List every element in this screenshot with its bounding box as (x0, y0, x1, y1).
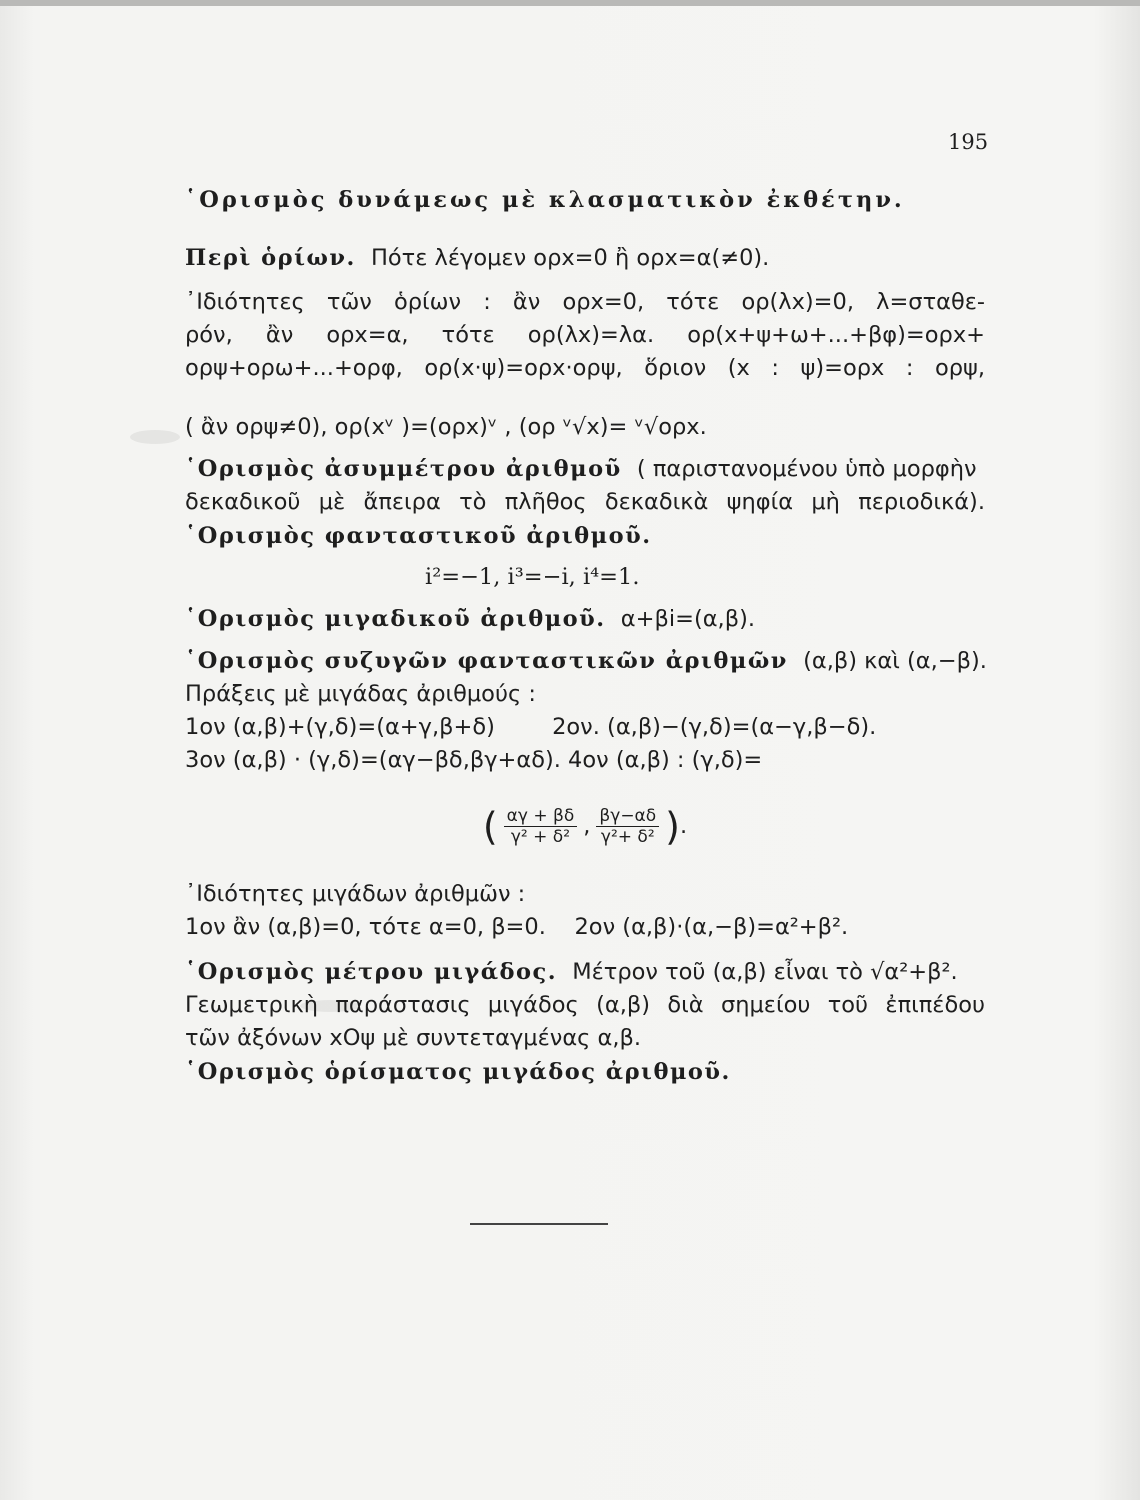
text-line-15: 3ον (α,β) · (γ,δ)=(αγ−βδ,βγ+αδ). 4ον (α,β) : (γ,δ)= (185, 747, 763, 773)
left-paren: ( (482, 804, 498, 849)
text-line-11 (185, 605, 985, 633)
text-line-13: Πράξεις μὲ μιγάδας ἀριθμούς : (185, 681, 536, 707)
text-line-4: ρόν, ἂν ορx=α, τότε ορ(λx)=λα. ορ(x+ψ+ω+...+βφ)=ορx+ (185, 322, 985, 348)
text-line-8: δεκαδικοῦ μὲ ἄπειρα τὸ πλῆθος δεκαδικὰ ψηφία μὴ περιοδικά). (185, 489, 985, 515)
fraction-numerator: βγ−αδ (596, 806, 659, 827)
body-text: ( παριστανομένου ὑπὸ μορφὴν (636, 456, 977, 482)
body-text: Πότε λέγομεν ορx=0 ἢ ορx=α(≠0). (371, 245, 770, 271)
text-line-9 (185, 522, 985, 550)
definition-heading: ῾Ορισμὸς συζυγῶν φανταστικῶν ἀριθμῶν (185, 648, 788, 674)
text-line-12 (185, 647, 985, 675)
body-text: (α,β) καὶ (α,−β). (803, 648, 987, 674)
page-top-edge (0, 0, 1140, 6)
text-line-17: ᾿Ιδιότητες μιγάδων ἀριθμῶν : (185, 881, 526, 907)
right-paren: ) (665, 804, 680, 849)
fraction-denominator: γ²+ δ² (600, 827, 655, 847)
imaginary-powers: i²=−1, i³=−i, i⁴=1. (425, 564, 640, 590)
definition-heading: ῾Ορισμὸς μέτρου μιγάδος. (185, 959, 558, 985)
fraction-numerator: αγ + βδ (504, 806, 578, 827)
text-line-14: 1ον (α,β)+(γ,δ)=(α+γ,β+δ) 2ον. (α,β)−(γ,δ)=(α−γ,β−δ). (185, 714, 877, 740)
definition-heading: ῾Ορισμὸς φανταστικοῦ ἀριθμοῦ. (185, 523, 652, 549)
text-line-5: ορψ+ορω+...+ορφ, ορ(x·ψ)=ορx·ορψ, ὅριον (x : ψ)=ορx : ορψ, (185, 355, 985, 381)
definition-heading: ῾Ορισμὸς ἀσυμμέτρου ἀριθμοῦ (185, 456, 622, 482)
body-text: Μέτρον τοῦ (α,β) εἶναι τὸ √α²+β². (572, 959, 958, 985)
section-end-rule (470, 1223, 608, 1225)
section-heading: Περὶ ὁρίων. (185, 245, 356, 271)
text-line-21: τῶν ἀξόνων xOψ μὲ συντεταγμένας α,β. (185, 1025, 642, 1051)
definition-heading: ῾Ορισμὸς ὁρίσματος μιγάδος ἀριθμοῦ. (185, 1059, 731, 1085)
text-line-6: ( ἂν ορψ≠0), ορ(xᵛ )=(ορx)ᵛ , (ορ ᵛ√x)= ᵛ√ορx. (185, 414, 707, 440)
text-line-20: Γεωμετρικὴ παράστασις μιγάδος (α,β) διὰ σημείου τοῦ ἐπιπέδου (185, 992, 985, 1018)
fraction-denominator: γ² + δ² (510, 827, 571, 847)
definition-heading: ῾Ορισμὸς μιγαδικοῦ ἀριθμοῦ. (185, 606, 606, 632)
fraction-real (504, 806, 578, 847)
page-scuff (130, 430, 180, 444)
body-text: α+βi=(α,β). (620, 606, 755, 632)
text-line-19 (185, 958, 985, 986)
text-line-1 (185, 186, 985, 214)
text-line-22 (185, 1058, 985, 1086)
text-line-2 (185, 244, 985, 272)
text-line-7 (185, 455, 985, 483)
definition-heading: ῾Ορισμὸς δυνάμεως μὲ κλασματικὸν ἐκθέτην. (185, 187, 905, 213)
text-line-3: ᾿Ιδιότητες τῶν ὁρίων : ἂν ορx=0, τότε ορ(λx)=0, λ=σταθε- (185, 289, 985, 315)
text-line-18: 1ον ἂν (α,β)=0, τότε α=0, β=0. 2ον (α,β)·(α,−β)=α²+β². (185, 914, 849, 940)
quotient-formula: ( $\frac{\alpha\gamma + \beta\delta}{\text{γ² + δ²}}$ , $\frac{\beta\gamma-\alpha\delta}{\text{γ²+ δ²}}$ ). (482, 804, 688, 849)
fraction-imag (596, 806, 659, 847)
page-number: 195 (948, 130, 989, 154)
